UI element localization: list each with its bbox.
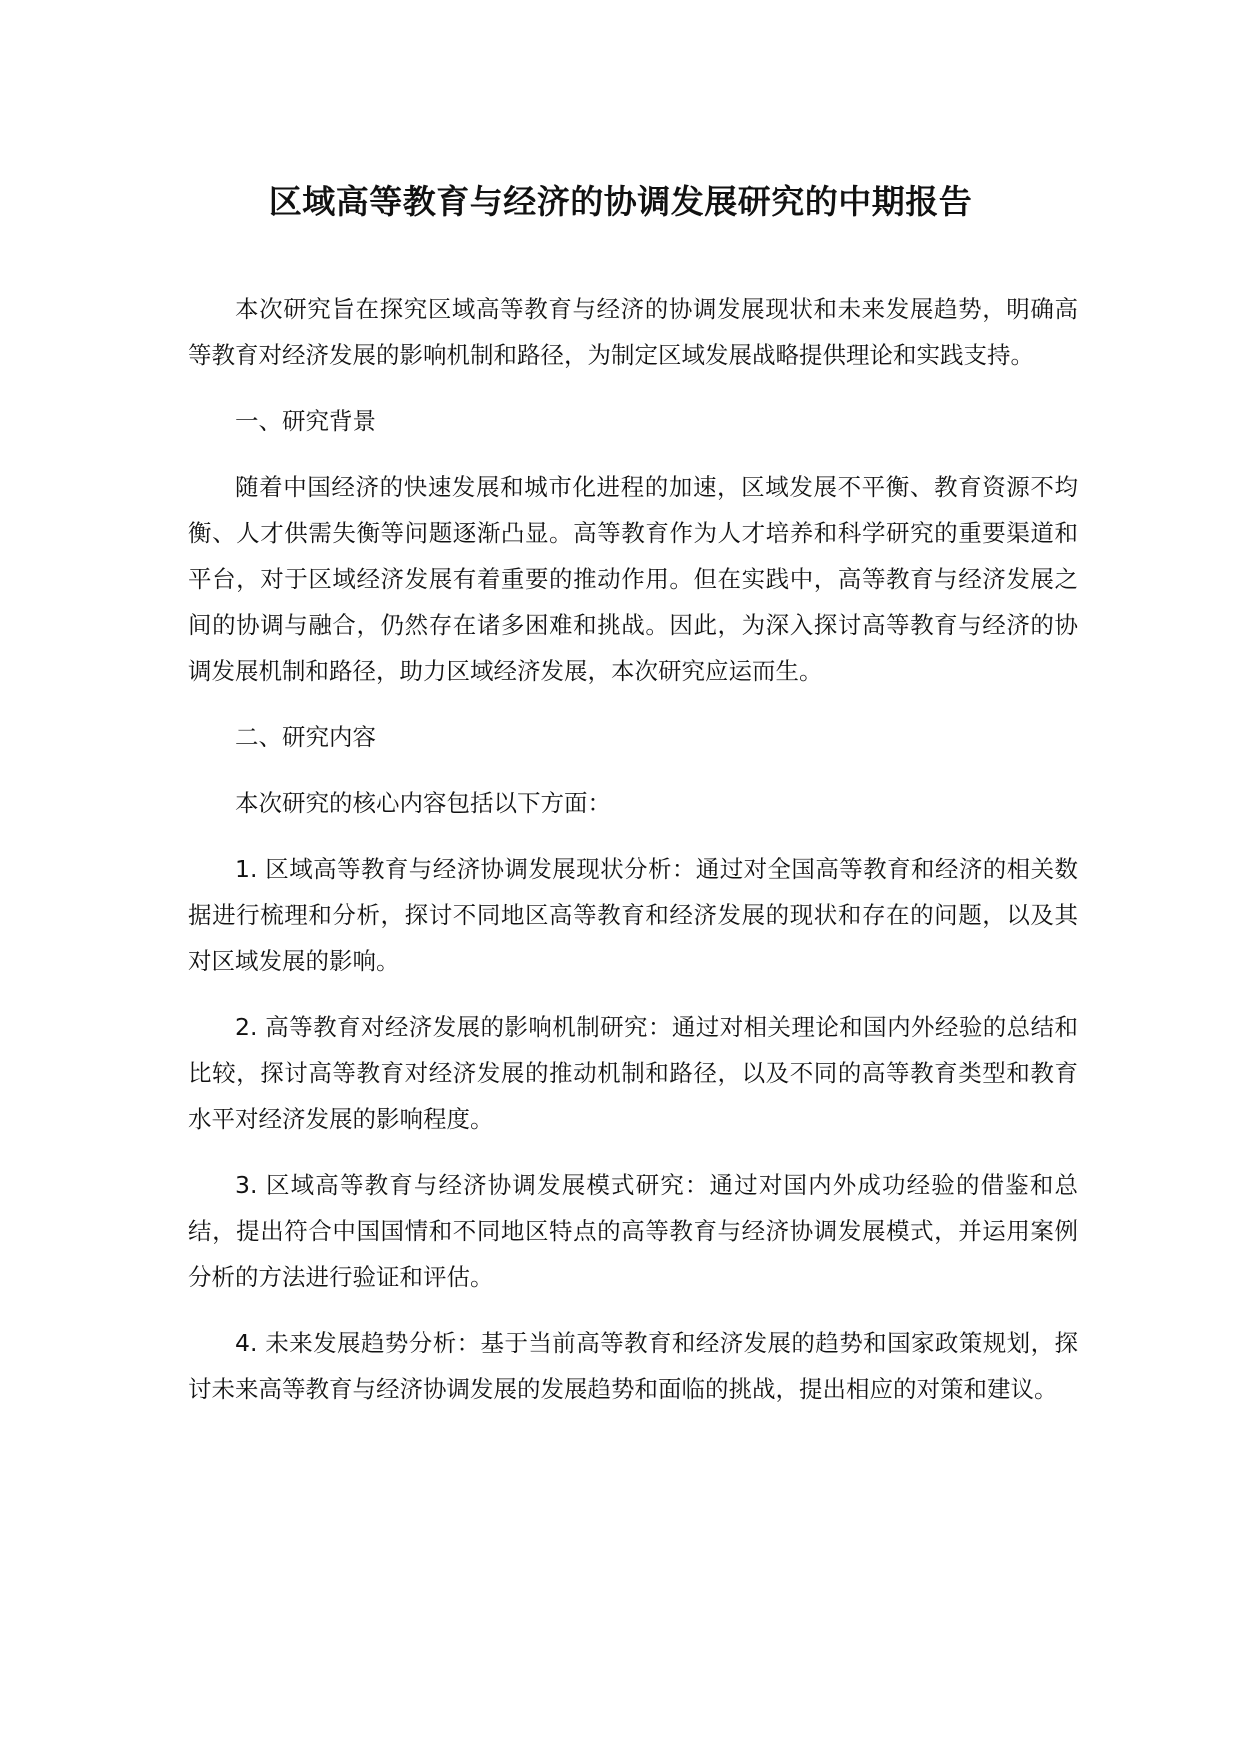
intro-paragraph: 本次研究旨在探究区域高等教育与经济的协调发展现状和未来发展趋势，明确高等教育对经济发展的影响机制和路径，为制定区域发展战略提供理论和实践支持。 [188,295,1078,369]
list-item-1: 1. 区域高等教育与经济协调发展现状分析：通过对全国高等教育和经济的相关数据进行梳理和分析，探讨不同地区高等教育和经济发展的现状和存在的问题，以及其对区域发展的影响。 [188,855,1078,975]
document-body [188,286,1078,1432]
document-title: 区域高等教育与经济的协调发展研究的中期报告 [268,182,973,221]
background-paragraph: 随着中国经济的快速发展和城市化进程的加速，区域发展不平衡、教育资源不均衡、人才供需失衡等问题逐渐凸显。高等教育作为人才培养和科学研究的重要渠道和平台，对于区域经济发展有着重要的推动作用。但在实践中，高等教育与经济发展之间的协调与融合，仍然存在诸多困难和挑战。因此，为深入探讨高等教育与经济的协调发展机制和路径，助力区域经济发展，本次研究应运而生。 [188,473,1078,685]
content-intro-paragraph: 本次研究的核心内容包括以下方面： [235,789,611,817]
list-item-2: 2. 高等教育对经济发展的影响机制研究：通过对相关理论和国内外经验的总结和比较，探讨高等教育对经济发展的推动机制和路径，以及不同的高等教育类型和教育水平对经济发展的影响程度。 [188,1013,1078,1133]
list-item-4: 4. 未来发展趋势分析：基于当前高等教育和经济发展的趋势和国家政策规划，探讨未来高等教育与经济协调发展的发展趋势和面临的挑战，提出相应的对策和建议。 [188,1329,1078,1403]
list-item-3: 3. 区域高等教育与经济协调发展模式研究：通过对国内外成功经验的借鉴和总结，提出符合中国国情和不同地区特点的高等教育与经济协调发展模式，并运用案例分析的方法进行验证和评估。 [188,1171,1078,1291]
section-heading-background: 一、研究背景 [235,407,376,435]
section-heading-content: 二、研究内容 [235,723,376,751]
